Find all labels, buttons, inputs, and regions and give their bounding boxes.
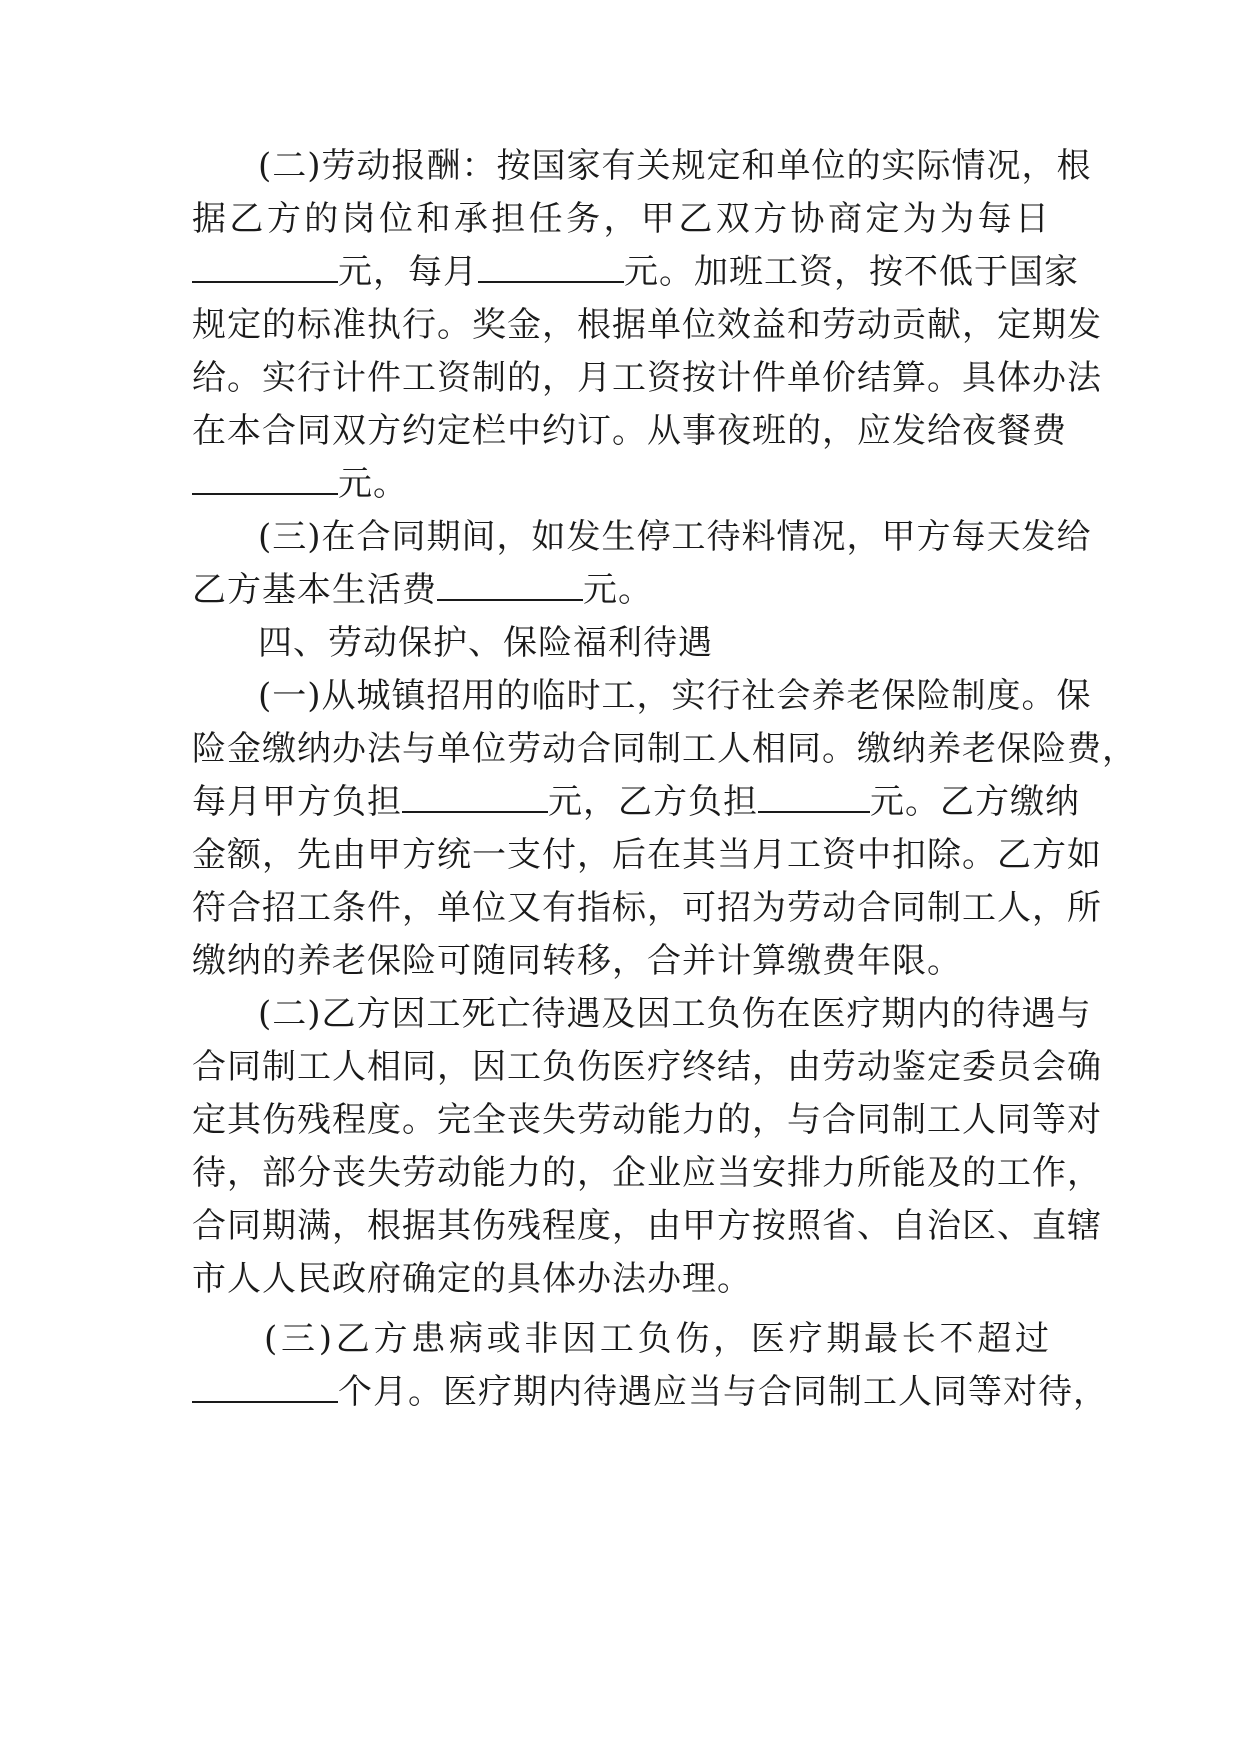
- paragraph-line: (三)乙方患病或非因工负伤，医疗期最长不超过: [264, 1319, 1050, 1359]
- paragraph-line: 合同制工人相同，因工负伤医疗终结，由劳动鉴定委员会确: [192, 1047, 1102, 1087]
- line-text: 元。乙方缴纳: [870, 782, 1080, 822]
- paragraph-line: [192, 250, 1079, 294]
- paragraph-line: [192, 780, 1080, 824]
- fill-in-blank[interactable]: [478, 251, 624, 283]
- fill-in-blank[interactable]: [192, 1371, 338, 1403]
- paragraph-line: 在本合同双方约定栏中约订。从事夜班的，应发给夜餐费: [192, 411, 1067, 451]
- paragraph-line: 市人人民政府确定的具体办法办理。: [192, 1259, 752, 1299]
- paragraph-line: [192, 462, 1050, 506]
- fill-in-blank[interactable]: [437, 569, 583, 601]
- paragraph-line: [192, 568, 1050, 612]
- line-text: 个月。医疗期内待遇应当与合同制工人同等对待，: [338, 1372, 1108, 1412]
- line-text: 元。: [338, 464, 408, 504]
- line-text: 每月甲方负担: [192, 782, 402, 822]
- line-text: 元，每月: [338, 252, 478, 292]
- line-text: 元。加班工资，按不低于国家: [624, 252, 1079, 292]
- paragraph-line: 金额，先由甲方统一支付，后在其当月工资中扣除。乙方如: [192, 835, 1102, 875]
- paragraph-line: 险金缴纳办法与单位劳动合同制工人相同。缴纳养老保险费，: [192, 729, 1137, 769]
- paragraph-line: 给。实行计件工资制的，月工资按计件单价结算。具体办法: [192, 358, 1102, 398]
- fill-in-blank[interactable]: [192, 463, 338, 495]
- fill-in-blank[interactable]: [402, 781, 548, 813]
- paragraph-line: 定其伤残程度。完全丧失劳动能力的，与合同制工人同等对: [192, 1100, 1102, 1140]
- paragraph-line: (二)劳动报酬：按国家有关规定和单位的实际情况，根: [258, 146, 1092, 186]
- line-text: 乙方基本生活费: [192, 570, 437, 610]
- paragraph-line: (二)乙方因工死亡待遇及因工负伤在医疗期内的待遇与: [258, 994, 1092, 1034]
- paragraph-line: (三)在合同期间，如发生停工待料情况，甲方每天发给: [258, 517, 1092, 557]
- paragraph-line: 缴纳的养老保险可随同转移，合并计算缴费年限。: [192, 941, 962, 981]
- paragraph-line: 待，部分丧失劳动能力的，企业应当安排力所能及的工作，: [192, 1153, 1102, 1193]
- fill-in-blank[interactable]: [192, 251, 338, 283]
- paragraph-line: 符合招工条件，单位又有指标，可招为劳动合同制工人，所: [192, 888, 1102, 928]
- paragraph-line: (一)从城镇招用的临时工，实行社会养老保险制度。保: [258, 676, 1092, 716]
- section-heading: 四、劳动保护、保险福利待遇: [258, 623, 713, 663]
- paragraph-line: 规定的标准执行。奖金，根据单位效益和劳动贡献，定期发: [192, 305, 1102, 345]
- line-text: 元。: [583, 570, 653, 610]
- line-text: 元，乙方负担: [548, 782, 758, 822]
- fill-in-blank[interactable]: [758, 781, 870, 813]
- paragraph-line: 合同期满，根据其伤残程度，由甲方按照省、自治区、直辖: [192, 1206, 1102, 1246]
- paragraph-line: 据乙方的岗位和承担任务，甲乙双方协商定为为每日: [192, 199, 1050, 239]
- paragraph-line: [192, 1370, 1108, 1414]
